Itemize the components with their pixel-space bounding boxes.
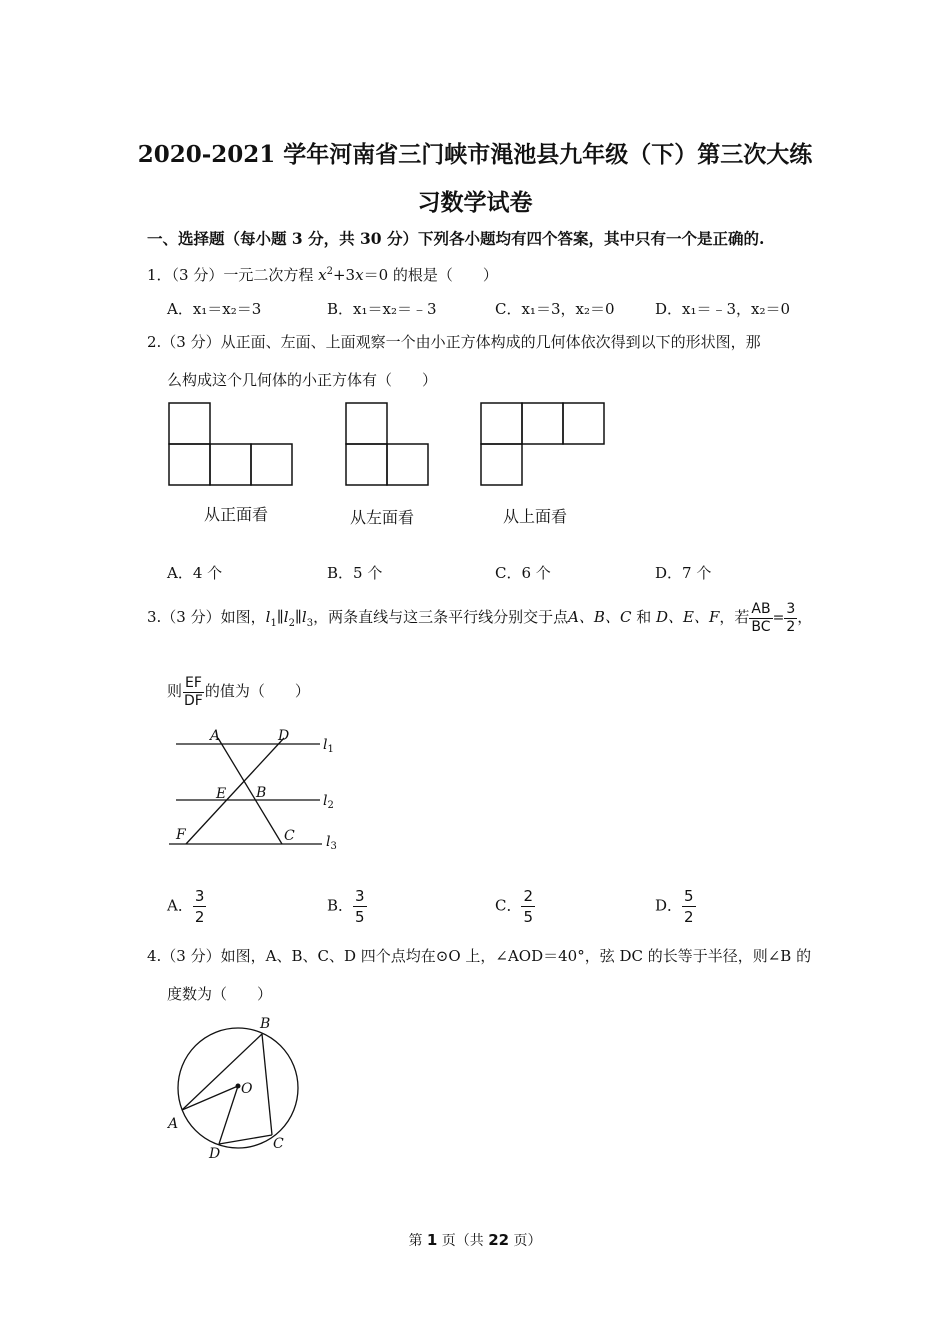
q3-points-abc: A、B、C	[568, 608, 632, 626]
q2-shape-views	[160, 395, 620, 495]
q1-number: 1．	[147, 266, 172, 284]
label-d: D	[209, 1146, 221, 1162]
q3-text: 两条直线与这三条平行线分别交于点	[328, 608, 569, 626]
q2-caption-front: 从正面看	[204, 505, 269, 524]
line-ac	[218, 738, 282, 844]
q2-caption-left: 从左面看	[350, 508, 415, 527]
label-b: B	[260, 1016, 271, 1032]
label-f: F	[176, 827, 186, 843]
q3-l2: l	[283, 608, 289, 626]
q3-option-d[interactable]: D． $\frac{5}{2}$	[655, 887, 694, 926]
q3-option-a[interactable]: A． $\frac{3}{2}$	[167, 887, 205, 926]
page-number: 1	[426, 1231, 438, 1249]
q2-line-1: 2.（3 分）从正面、左面、上面观察一个由小正方体构成的几何体依次得到以下的形状图，那	[147, 333, 761, 351]
section-heading: 一、选择题（每小题 3 分，共 30 分）下列各小题均有四个答案，其中只有一个是正确的.	[147, 229, 765, 248]
q3-option-b[interactable]: B． $\frac{3}{5}$	[327, 887, 365, 926]
title-line-1: 2020-2021 学年河南省三门峡市渑池县九年级（下）第三次大练	[137, 141, 813, 168]
label-l1: $l_1$	[323, 737, 334, 755]
q2-option-b[interactable]: B．5 个	[327, 564, 383, 582]
q4-circle-figure	[160, 1010, 320, 1170]
center-point	[236, 1084, 241, 1089]
q2-line-2: 么构成这个几何体的小正方体有（ ）	[167, 371, 438, 389]
label-c: C	[273, 1136, 284, 1152]
label-o: O	[241, 1081, 253, 1097]
q3-fraction-3-2: $\frac{3}{2}$	[786, 600, 796, 635]
label-e: E	[216, 786, 227, 802]
q3-ruo: ，若	[719, 608, 750, 626]
label-a: A	[168, 1116, 179, 1132]
q3-l1: l	[265, 608, 271, 626]
q1-option-d[interactable]: D．x₁＝﹣3，x₂＝0	[655, 300, 791, 318]
q1-eq-end: ＝0 的根是（ ）	[363, 266, 498, 284]
q3-end: 的值为（ ）	[204, 682, 310, 700]
q3-parallel-lines-figure	[160, 722, 360, 854]
label-b: B	[256, 785, 267, 801]
q1-option-a[interactable]: A．x₁＝x₂＝3	[167, 300, 262, 318]
page-total: 22	[488, 1231, 510, 1249]
q1-eq-rest: +3	[332, 266, 356, 284]
q4-line-1: 4.（3 分）如图，A、B、C、D 四个点均在⊙O 上，∠AOD＝40°，弦 DC 的长等于半径，则∠B 的	[147, 947, 812, 965]
label-a: A	[210, 728, 221, 744]
q3-points-def: D、E、F	[655, 608, 720, 626]
q1-var-x: x	[318, 266, 327, 284]
q3-fraction-ef-df: $\frac{EF}{DF}$	[184, 674, 203, 709]
label-l2: $l_2$	[323, 793, 334, 811]
q4-line-2: 度数为（ ）	[167, 985, 273, 1003]
q2-caption-top: 从上面看	[503, 507, 568, 526]
q3-line-1: 3.（3 分）如图，$l_1\parallel l_2\parallel l_3$，两条直线与这三条平行线分别交于点A、B、C 和 D、E、F，若 $\frac{AB}{BC}$ = $\frac{3}{2}$ ，	[147, 600, 813, 635]
label-c: C	[284, 828, 295, 844]
q3-fraction-ab-bc: $\frac{AB}{BC}$	[751, 600, 771, 635]
label-l3: $l_3$	[326, 834, 337, 852]
line-df	[186, 738, 284, 844]
q2-option-c[interactable]: C．6 个	[495, 564, 551, 582]
q3-l3: l	[301, 608, 307, 626]
q2-option-d[interactable]: D．7 个	[655, 564, 712, 582]
q3-comma: ，	[797, 608, 813, 626]
q1-option-c[interactable]: C．x₁＝3，x₂＝0	[495, 300, 615, 318]
title-line-2: 习数学试卷	[417, 189, 533, 216]
q3-equals: =	[772, 610, 785, 626]
page-footer: 第 1 页（共 22 页）	[408, 1231, 542, 1249]
q2-option-a[interactable]: A．4 个	[167, 564, 223, 582]
q3-ze: 则	[167, 682, 183, 700]
q1-exponent: 2	[326, 266, 333, 277]
q1-score: （3 分）一元二次方程	[171, 266, 319, 284]
q3-intro: 3.（3 分）如图，	[147, 608, 266, 626]
question-1	[147, 262, 498, 285]
q1-var-x2: x	[355, 266, 364, 284]
q1-option-b[interactable]: B．x₁＝x₂＝﹣3	[327, 300, 437, 318]
label-d: D	[278, 728, 290, 744]
q3-line-2	[167, 672, 310, 710]
q3-option-c[interactable]: C． $\frac{2}{5}$	[495, 887, 534, 926]
q3-and: 和	[631, 608, 656, 626]
